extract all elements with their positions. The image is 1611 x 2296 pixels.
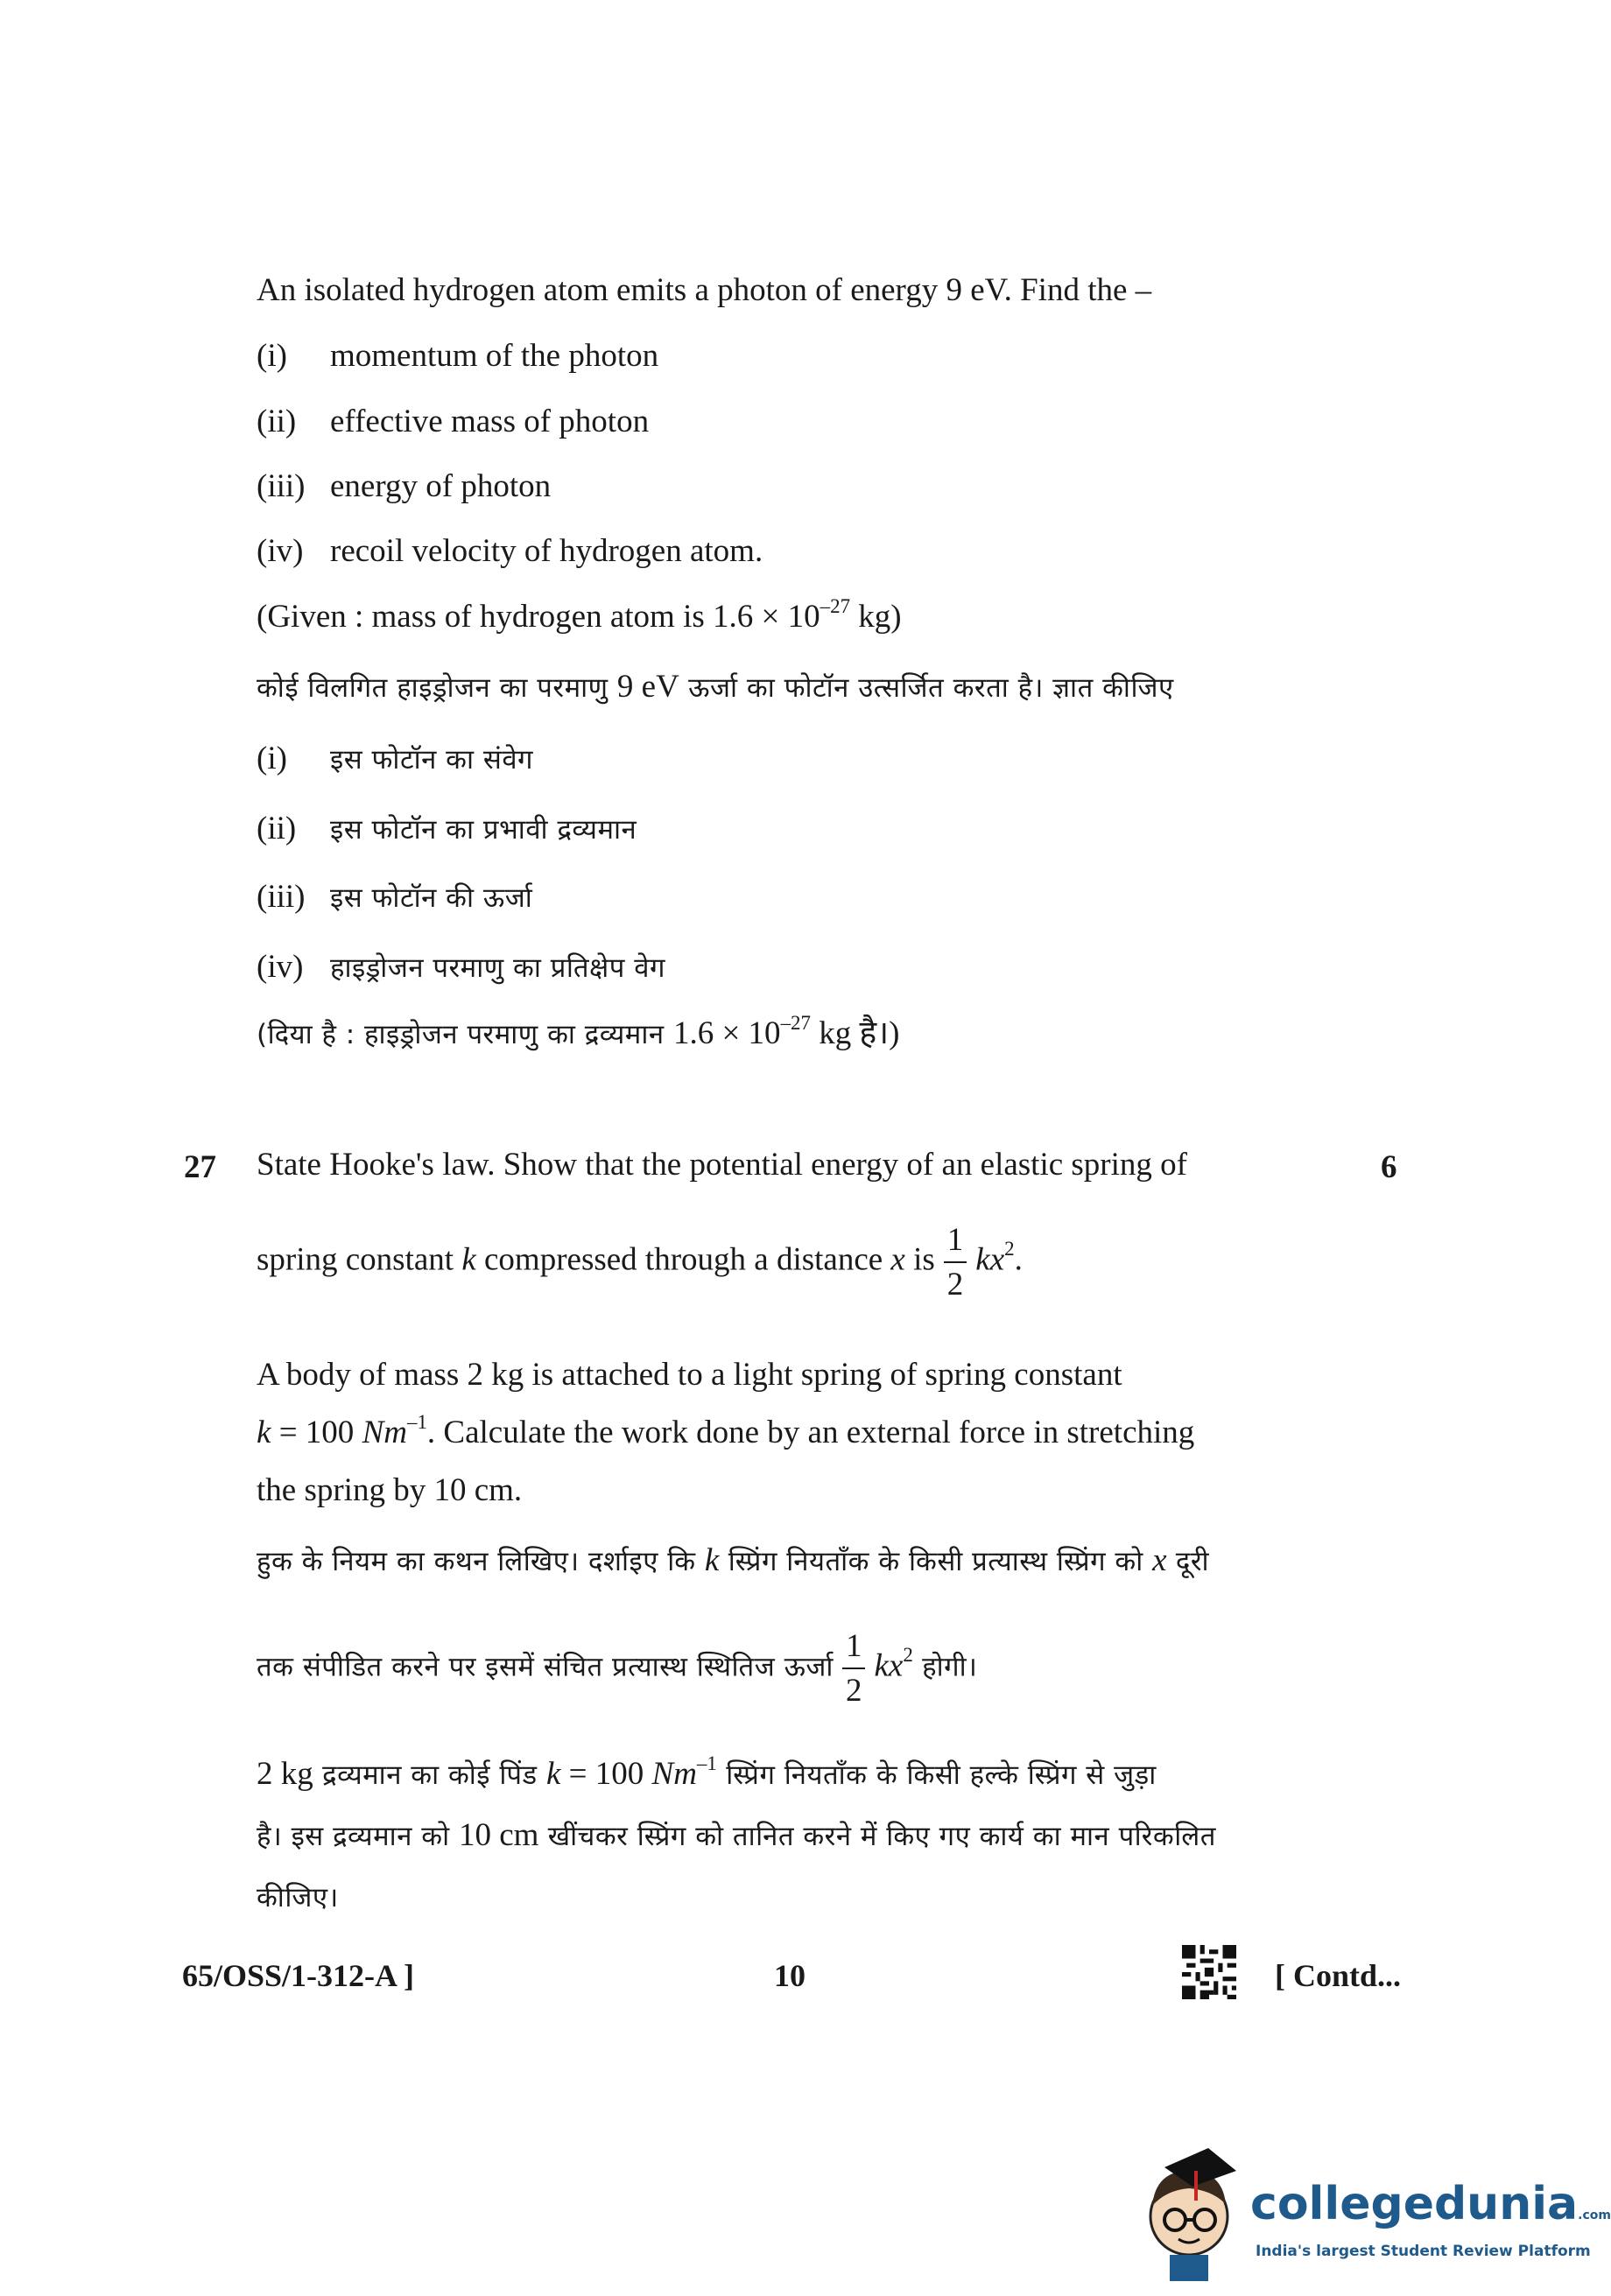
distance-value: 10 cm bbox=[458, 1817, 539, 1853]
var-x: x bbox=[890, 1241, 905, 1278]
q26-option-hi-1 bbox=[257, 742, 533, 775]
option-text: इस फोटॉन का प्रभावी द्रव्यमान bbox=[330, 814, 637, 846]
var-x: x bbox=[1152, 1542, 1167, 1578]
given-exponent: –27 bbox=[820, 594, 851, 617]
hindi-text: तक संपीडित करने पर इसमें संचित प्रत्यास्थ स्थितिज ऊर्जा bbox=[257, 1651, 834, 1683]
brand-tagline: India's largest Student Review Platform bbox=[1256, 2243, 1591, 2260]
option-number: (ii) bbox=[257, 811, 297, 846]
option-number: (iii) bbox=[257, 879, 306, 915]
var-k: k bbox=[461, 1241, 476, 1278]
unit-nm: Nm bbox=[651, 1756, 697, 1792]
hindi-text: कीजिए। bbox=[257, 1882, 339, 1913]
q26-option-hi-2 bbox=[257, 812, 637, 845]
expr-kx: kx bbox=[975, 1241, 1005, 1278]
given-value: 1.6 × 10 bbox=[672, 1015, 781, 1051]
fraction-half bbox=[842, 1630, 866, 1707]
q26-given-en bbox=[257, 594, 902, 635]
option-text: momentum of the photon bbox=[330, 338, 659, 374]
option-number: (i) bbox=[257, 741, 287, 776]
q26-option-en-3 bbox=[257, 470, 551, 502]
hindi-text: द्रव्यमान का कोई पिंड bbox=[313, 1759, 546, 1791]
given-unit: kg) bbox=[850, 599, 902, 635]
option-text: energy of photon bbox=[330, 468, 552, 504]
option-number: (ii) bbox=[257, 404, 297, 439]
energy-value: 9 eV bbox=[616, 669, 679, 705]
exponent: 2 bbox=[903, 1644, 913, 1667]
given-text: (Given : mass of hydrogen atom is 1.6 × 10 bbox=[257, 599, 820, 635]
text: = 100 bbox=[560, 1756, 652, 1792]
page-number: 10 bbox=[774, 1958, 806, 1993]
q27-hi-5 bbox=[257, 1880, 339, 1913]
hindi-text: है। इस द्रव्यमान को bbox=[257, 1821, 459, 1852]
question-number: 27 bbox=[184, 1149, 216, 1185]
paper-code: 65/OSS/1-312-A ] bbox=[182, 1958, 415, 1993]
hindi-text: होगी। bbox=[912, 1651, 978, 1683]
option-number: (i) bbox=[257, 338, 287, 374]
q27-line-2 bbox=[257, 1224, 1023, 1301]
hindi-text: खींचकर स्प्रिंग को तानित करने में किए गए कार्य का मान परिकलित bbox=[538, 1821, 1216, 1852]
text: . Calculate the work done by an external force in stretching bbox=[426, 1415, 1195, 1450]
var-k: k bbox=[704, 1542, 720, 1578]
q26-given-hi bbox=[257, 1011, 900, 1051]
option-number: (iii) bbox=[257, 468, 306, 504]
q27-hi-2 bbox=[257, 1630, 977, 1707]
q27-body-2 bbox=[257, 1410, 1195, 1450]
q27-hi-1 bbox=[257, 1544, 1209, 1576]
q26-intro-en: An isolated hydrogen atom emits a photon of energy 9 eV. Find the – bbox=[257, 272, 1152, 308]
q27-line-1: State Hooke's law. Show that the potential energy of an elastic spring of bbox=[257, 1147, 1187, 1183]
q27-body-1: A body of mass 2 kg is attached to a light spring of spring constant bbox=[257, 1357, 1122, 1393]
given-unit: kg है।) bbox=[810, 1015, 900, 1051]
fraction-denominator: 2 bbox=[845, 1673, 862, 1709]
mass-value: 2 kg bbox=[257, 1756, 313, 1792]
question-marks: 6 bbox=[1381, 1149, 1397, 1185]
fraction-denominator: 2 bbox=[946, 1267, 964, 1302]
option-text: इस फोटॉन की ऊर्जा bbox=[330, 882, 533, 914]
brand-text: collegedunia bbox=[1250, 2178, 1579, 2230]
given-exponent: –27 bbox=[780, 1011, 811, 1034]
period: . bbox=[1014, 1241, 1023, 1278]
exponent: –1 bbox=[696, 1752, 717, 1774]
q26-intro-hi bbox=[257, 671, 1174, 703]
q27-hi-3 bbox=[257, 1752, 1157, 1792]
exponent: –1 bbox=[406, 1410, 427, 1433]
option-number: (iv) bbox=[257, 533, 304, 569]
option-number: (iv) bbox=[257, 949, 304, 985]
text: = 100 bbox=[271, 1415, 362, 1450]
option-text: effective mass of photon bbox=[330, 404, 650, 439]
exponent: 2 bbox=[1004, 1238, 1015, 1260]
fraction-numerator: 1 bbox=[842, 1630, 866, 1669]
collegedunia-logo bbox=[1138, 2136, 1611, 2285]
brand-name bbox=[1250, 2178, 1611, 2230]
text: is bbox=[904, 1241, 935, 1278]
continued-label: [ Contd... bbox=[1275, 1958, 1402, 1993]
q27-hi-4 bbox=[257, 1819, 1216, 1851]
q26-option-en-2 bbox=[257, 405, 649, 438]
q26-option-hi-4 bbox=[257, 951, 665, 983]
q26-option-en-4 bbox=[257, 535, 763, 567]
q26-option-en-1 bbox=[257, 340, 658, 372]
hindi-text: ऊर्जा का फोटॉन उत्सर्जित करता है। ज्ञात कीजिए bbox=[679, 672, 1174, 704]
hindi-text: स्प्रिंग नियताँक के किसी हल्के स्प्रिंग से जुड़ा bbox=[716, 1759, 1157, 1791]
q27-body-3: the spring by 10 cm. bbox=[257, 1472, 523, 1508]
fraction-half bbox=[944, 1224, 967, 1301]
text: compressed through a distance bbox=[475, 1241, 891, 1278]
var-k: k bbox=[545, 1756, 561, 1792]
qr-code-icon bbox=[1182, 1945, 1236, 1999]
option-text: recoil velocity of hydrogen atom. bbox=[330, 533, 763, 569]
unit-nm: Nm bbox=[362, 1415, 407, 1450]
hindi-text: हुक के नियम का कथन लिखिए। दर्शाइए कि bbox=[257, 1546, 705, 1577]
brand-suffix: .com bbox=[1578, 2208, 1611, 2222]
var-k: k bbox=[257, 1415, 271, 1450]
hindi-text: (दिया है : हाइड्रोजन परमाणु का द्रव्यमान bbox=[257, 1019, 673, 1050]
mascot-icon bbox=[1138, 2136, 1243, 2285]
q26-option-hi-3 bbox=[257, 881, 532, 913]
option-text: इस फोटॉन का संवेग bbox=[330, 744, 534, 776]
hindi-text: दूरी bbox=[1166, 1546, 1210, 1577]
hindi-text: स्प्रिंग नियताँक के किसी प्रत्यास्थ स्प्रिंग को bbox=[719, 1546, 1153, 1577]
text: spring constant bbox=[257, 1241, 462, 1278]
option-text: हाइड्रोजन परमाणु का प्रतिक्षेप वेग bbox=[330, 952, 665, 984]
expr-kx: kx bbox=[874, 1647, 904, 1684]
hindi-text: कोई विलगित हाइड्रोजन का परमाणु bbox=[257, 672, 617, 704]
fraction-numerator: 1 bbox=[944, 1224, 967, 1263]
